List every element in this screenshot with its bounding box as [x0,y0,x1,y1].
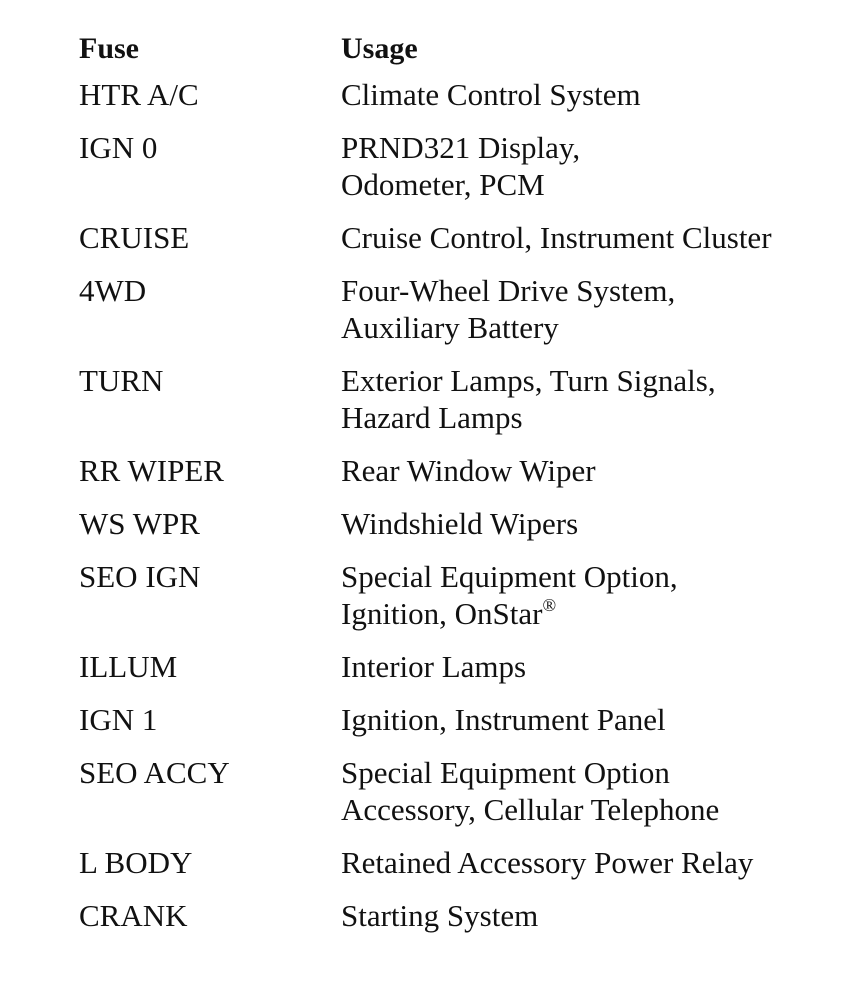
usage-line: Accessory, Cellular Telephone [341,792,720,827]
fuse-name: IGN 0 [79,130,158,165]
table-row [79,505,839,542]
fuse-name: CRANK [79,898,188,933]
fuse-name: HTR A/C [79,77,199,112]
table-row [79,844,839,881]
usage-line: Exterior Lamps, Turn Signals, [341,363,716,398]
fuse-usage [341,505,839,542]
usage-line: Interior Lamps [341,649,527,684]
table-row [79,897,839,934]
usage-line [341,595,839,632]
usage-line: Ignition, Instrument Panel [341,702,666,737]
fuse-name: CRUISE [79,220,190,255]
usage-line: Hazard Lamps [341,400,523,435]
fuse-usage [341,701,839,738]
usage-line: Windshield Wipers [341,506,579,541]
table-row [79,648,839,685]
fuse-name: IGN 1 [79,702,158,737]
registered-mark: ® [542,594,557,615]
fuse-name: SEO IGN [79,559,201,594]
fuse-usage [341,76,839,113]
fuse-usage [341,219,839,256]
fuse-name: RR WIPER [79,453,224,488]
table-header [79,30,839,76]
fuse-usage [341,272,839,346]
fuse-usage [341,844,839,881]
table-row [79,272,839,346]
fuse-usage [341,362,839,436]
fuse-usage [341,897,839,934]
usage-line: Rear Window Wiper [341,453,596,488]
fuse-usage [341,754,839,828]
usage-line: Four-Wheel Drive System, [341,273,676,308]
usage-line: PRND321 Display, [341,130,581,165]
table-row [79,558,839,632]
table-row [79,76,839,113]
usage-line: Special Equipment Option, [341,559,678,594]
fuse-name: SEO ACCY [79,755,230,790]
usage-line: Starting System [341,898,539,933]
usage-line-text: Ignition, OnStar [341,596,543,631]
fuse-name: WS WPR [79,506,200,541]
usage-line: Climate Control System [341,77,641,112]
usage-line: Odometer, PCM [341,167,545,202]
fuse-usage-table [79,30,839,950]
fuse-name: L BODY [79,845,193,880]
table-row [79,701,839,738]
table-row [79,362,839,436]
header-usage: Usage [341,32,418,65]
table-row [79,219,839,256]
fuse-usage [341,648,839,685]
fuse-usage [341,452,839,489]
table-row [79,754,839,828]
header-fuse: Fuse [79,32,139,65]
usage-line: Retained Accessory Power Relay [341,845,754,880]
usage-line: Auxiliary Battery [341,310,559,345]
table-row [79,452,839,489]
fuse-usage [341,129,839,203]
fuse-name: ILLUM [79,649,178,684]
usage-line: Cruise Control, Instrument Cluster [341,220,772,255]
fuse-name: 4WD [79,273,147,308]
table-row [79,129,839,203]
usage-line: Special Equipment Option [341,755,670,790]
fuse-usage [341,558,839,632]
fuse-name: TURN [79,363,164,398]
